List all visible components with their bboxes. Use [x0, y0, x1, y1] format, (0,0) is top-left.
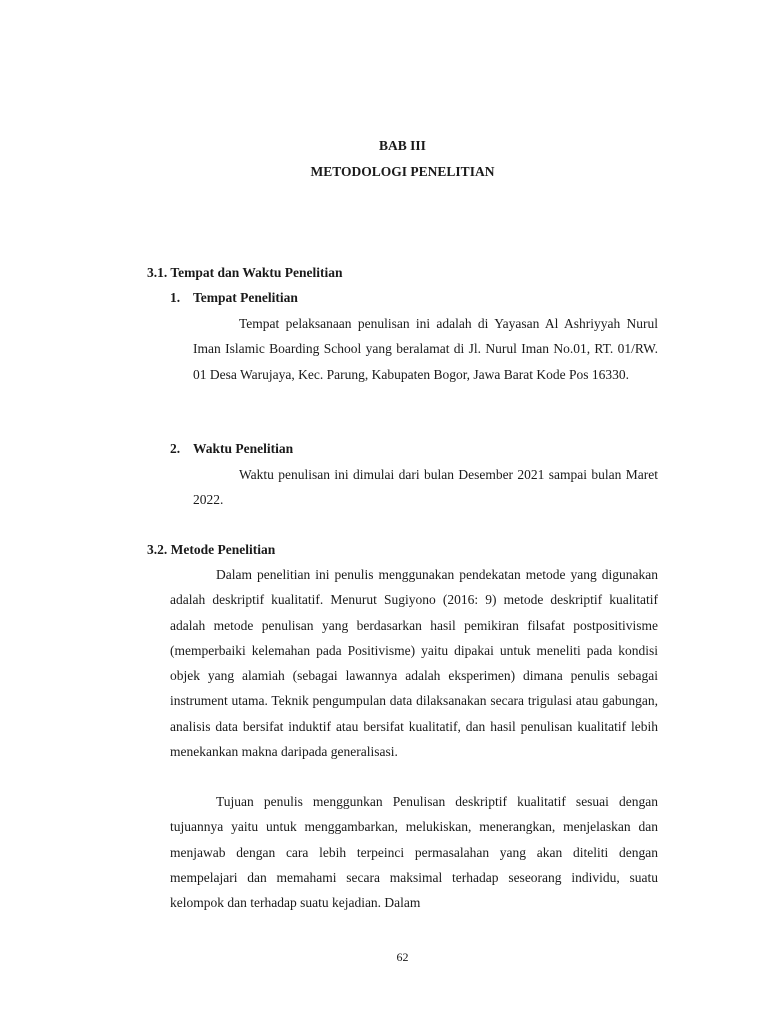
- paragraph-text: Tempat pelaksanaan penulisan ini adalah di Yayasan Al Ashriyyah Nurul Iman Islamic Boarding School yang beralamat di Jl. Nurul Iman No.01, RT. 01/RW. 01 Desa Warujaya, Kec. Parung, Kabupaten Bogor, Jawa Barat Kode Pos 16330.: [193, 316, 658, 382]
- subsection-number: 1.: [170, 290, 181, 305]
- subsection-title: Tempat Penelitian: [193, 290, 298, 305]
- section-heading-3-1: 3.1. Tempat dan Waktu Penelitian: [147, 265, 343, 280]
- paragraph-waktu: [193, 462, 658, 513]
- section-heading-3-2: 3.2. Metode Penelitian: [147, 542, 276, 557]
- page-number: 62: [396, 950, 409, 964]
- paragraph-text: Dalam penelitian ini penulis menggunakan pendekatan metode yang digunakan adalah deskriptif kualitatif. Menurut Sugiyono (2016: 9) metode deskriptif kualitatif adalah metode penulisan yang berdasarkan hasil pemikiran filsafat postpositivisme (memperbaiki kelemahan pada Positivisme) yaitu dipakai untuk meneliti pada kondisi objek yang alamiah (sebagai lawannya adalah eksperimen) dimana penulis sebagai instrument utama. Teknik pengumpulan data dilaksanakan secara trigulasi atau gabungan, analisis data bersifat induktif atau bersifat kualitatif, dan hasil penulisan kualitatif lebih menekankan makna daripada generalisasi.: [170, 567, 658, 760]
- subsection-title: Waktu Penelitian: [193, 441, 294, 456]
- paragraph-text: Waktu penulisan ini dimulai dari bulan Desember 2021 sampai bulan Maret 2022.: [193, 467, 658, 508]
- subsection-heading-tempat: [170, 290, 298, 306]
- paragraph-metode-2: [170, 789, 658, 915]
- subsection-number: 2.: [170, 441, 181, 456]
- paragraph-tempat: [193, 311, 658, 387]
- subsection-heading-waktu: [170, 441, 293, 457]
- paragraph-metode-1: [170, 562, 658, 764]
- chapter-label: BAB III: [379, 138, 426, 153]
- paragraph-text: Tujuan penulis menggunkan Penulisan deskriptif kualitatif sesuai dengan tujuannya yaitu untuk menggambarkan, melukiskan, menerangkan, menjelaskan dan menjawab dengan cara lebih terpeinci permasalahan yang akan diteliti dengan mempelajari dan memahami secara maksimal terhadap seseorang individu, suatu kelompok dan terhadap suatu kejadian. Dalam: [170, 794, 658, 911]
- chapter-title: METODOLOGI PENELITIAN: [310, 164, 495, 179]
